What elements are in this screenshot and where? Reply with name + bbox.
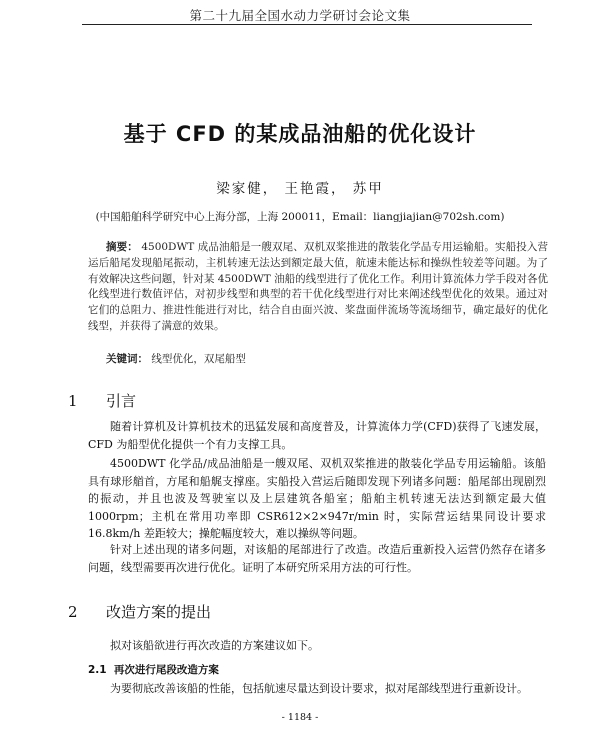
section-title: 引言: [106, 392, 137, 410]
keywords-label: 关键词：: [106, 353, 148, 365]
subsection-title: 再次进行尾段改造方案: [113, 664, 219, 676]
section-number: 1: [68, 392, 78, 410]
subsection-number: 2.1: [88, 664, 107, 676]
affiliation: (中国船舶科学研究中心上海分部，上海 200011，Email：liangjiajian@702sh.com): [95, 211, 505, 223]
abstract-text: 4500DWT 成品油船是一艘双尾、双机双桨推进的散装化学品专用运输船。实船投入营运后船尾发现船尾振动，主机转速无法达到额定最大值，航速未能达标和操纵性较差等问题。为了有效解决这些问题，针对某 4500DWT 油船的线型进行了优化工作。利用计算流体力学手段对各优化线型进行数值评估，对初步线型和典型的若干优化线型进行对比来阐述线型优化的效果。通过对它们的总阻力、推进性能进行对比，结合自由面兴波、桨盘面伴流场等流场细节，确定最好的优化线型，并获得了满意的效果。: [88, 241, 549, 332]
intro-paragraph-3: 针对上述出现的诸多问题，对该船的尾部进行了改造。改造后重新投入运营仍然存在诸多问题，线型需要再次进行优化。证明了本研究所采用方法的可行性。: [88, 543, 546, 574]
section-title: 改造方案的提出: [106, 603, 212, 621]
running-header: 第二十九届全国水动力学研讨会论文集: [189, 8, 411, 23]
keywords-text: 线型优化，双尾船型: [151, 353, 246, 365]
header-rule: [82, 24, 532, 25]
intro-paragraph-2: 4500DWT 化学品/成品油船是一艘双尾、双机双桨推进的散装化学品专用运输船。该船具有球形艏首，方尾和船艉支撑座。实船投入营运后随即发现下列诸多问题：船尾部出现剧烈的振动，并且也波及驾驶室以及上层建筑各船室；船舶主机转速无法达到额定最大值 1000rpm；主机在常用功率即 CSR612×2×947r/min 时，实际营运结果同设计要求 16.8km/h 差距较大；操舵幅度较大，难以操纵等问题。: [88, 457, 546, 540]
proposal-paragraph-1: 拟对该船欲进行再次改造的方案建议如下。: [110, 639, 319, 652]
section-number: 2: [68, 603, 78, 621]
keywords: [106, 351, 246, 366]
author-list: 梁家健， 王艳霞， 苏甲: [216, 181, 384, 197]
section-heading-proposal: [68, 601, 211, 622]
abstract-label: 摘要：: [106, 241, 138, 253]
section-heading-introduction: [68, 390, 136, 411]
proposal-paragraph-2: 为要彻底改善该船的性能，包括航速尽量达到设计要求，拟对尾部线型进行重新设计。: [110, 682, 528, 695]
subsection-heading: [88, 662, 219, 677]
page-number: - 1184 -: [281, 712, 319, 723]
paper-title: 基于 CFD 的某成品油船的优化设计: [123, 122, 477, 146]
abstract: [88, 240, 548, 335]
intro-paragraph-1: 随着计算机及计算机技术的迅猛发展和高度普及，计算流体力学(CFD)获得了飞速发展，CFD 为船型优化提供一个有力支撑工具。: [88, 420, 546, 451]
